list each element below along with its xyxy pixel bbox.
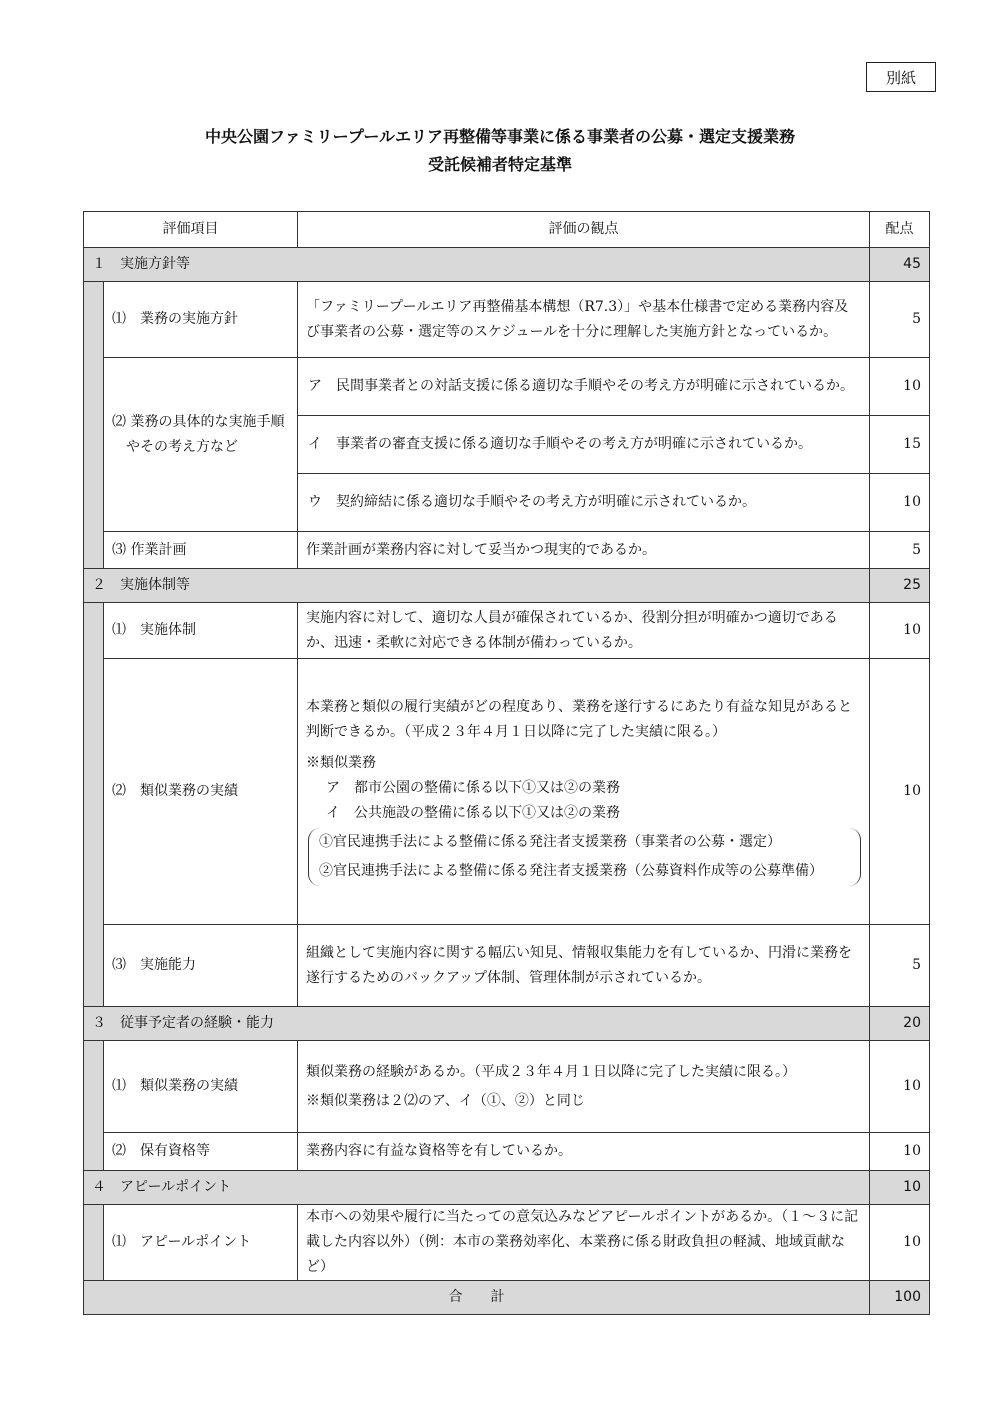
table-row — [84, 532, 930, 569]
item-cell: ⑴ 業務の実施方針 — [104, 282, 298, 358]
points-cell: 5 — [870, 282, 930, 358]
view-cell: 実施内容に対して、適切な人員が確保されているか、役割分担が明確かつ適切であるか、迅速・柔軟に対応できる体制が備わっているか。 — [298, 603, 870, 659]
item-cell: ⑶ 実施能力 — [104, 925, 298, 1007]
view-text: 本業務と類似の履行実績がどの程度あり、業務を遂行するにあたり有益な知見があると判断できるか。（平成２３年４月１日以降に完了した実績に限る。） — [306, 699, 852, 740]
points-cell: 15 — [870, 416, 930, 474]
attachment-tag: 別紙 — [866, 62, 936, 92]
note-text: ※類似業務は２⑵のア、イ（①、②）と同じ — [306, 1092, 585, 1109]
note-text: ※類似業務 — [306, 755, 376, 771]
table-header-row — [84, 212, 930, 248]
criteria-table — [83, 211, 930, 1315]
section-points: 25 — [870, 569, 930, 603]
view-cell: 作業計画が業務内容に対して妥当かつ現実的であるか。 — [298, 532, 870, 569]
document-subtitle: 受託候補者特定基準 — [427, 155, 572, 174]
table-row — [84, 358, 930, 416]
section-row — [84, 569, 930, 603]
table-row — [84, 925, 930, 1007]
item-cell: ⑴ アピールポイント — [104, 1205, 298, 1281]
view-cell — [298, 1041, 870, 1133]
sub-item-i: イ 公共施設の整備に係る以下①又は②の業務 — [326, 805, 620, 821]
view-cell: 業務内容に有益な資格等を有しているか。 — [298, 1133, 870, 1171]
table-row — [84, 1205, 930, 1281]
view-cell: ウ 契約締結に係る適切な手順やその考え方が明確に示されているか。 — [298, 474, 870, 532]
section-points: 20 — [870, 1007, 930, 1041]
table-row — [84, 282, 930, 358]
points-cell: 10 — [870, 659, 930, 925]
sub-item-a: ア 都市公園の整備に係る以下①又は②の業務 — [326, 780, 620, 796]
view-cell: 「ファミリープールエリア再整備基本構想（R7.3）」や基本仕様書で定める業務内容及び事業者の公募・選定等のスケジュールを十分に理解した実施方針となっているか。 — [298, 282, 870, 358]
points-cell: 5 — [870, 532, 930, 569]
section-row — [84, 1171, 930, 1205]
table-row — [84, 603, 930, 659]
section-label: ４ アピールポイント — [84, 1171, 870, 1205]
section-label: ２ 実施体制等 — [84, 569, 870, 603]
item-cell: ⑵ 類似業務の実績 — [104, 659, 298, 925]
item-cell: ⑵ 保有資格等 — [104, 1133, 298, 1171]
table-row — [84, 659, 930, 925]
total-row — [84, 1281, 930, 1315]
total-points: 100 — [870, 1281, 930, 1315]
section-points: 10 — [870, 1171, 930, 1205]
item-cell: ⑵ 業務の具体的な実施手順やその考え方など — [104, 358, 298, 532]
document-title: 中央公園ファミリープールエリア再整備等事業に係る事業者の公募・選定支援業務 — [204, 127, 796, 146]
view-cell — [298, 659, 870, 925]
view-cell: 本市への効果や履行に当たっての意気込みなどアピールポイントがあるか。（１～３に記載した内容以外）（例：本市の業務効率化、本業務に係る財政負担の軽減、地域貢献など） — [298, 1205, 870, 1281]
item-cell: ⑶ 作業計画 — [104, 532, 298, 569]
view-cell: 組織として実施内容に関する幅広い知見、情報収集能力を有しているか、円滑に業務を遂行するためのバックアップ体制、管理体制が示されているか。 — [298, 925, 870, 1007]
points-cell: 10 — [870, 1133, 930, 1171]
header-points: 配点 — [870, 212, 930, 248]
item-cell: ⑴ 類似業務の実績 — [104, 1041, 298, 1133]
bracket-item: ②官民連携手法による整備に係る発注者支援業務（公募資料作成等の公募準備） — [319, 863, 823, 879]
points-cell: 10 — [870, 1041, 930, 1133]
points-cell: 10 — [870, 603, 930, 659]
points-cell: 10 — [870, 358, 930, 416]
section-row — [84, 1007, 930, 1041]
item-cell: ⑴ 実施体制 — [104, 603, 298, 659]
section-points: 45 — [870, 248, 930, 282]
points-cell: 10 — [870, 1205, 930, 1281]
points-cell: 10 — [870, 474, 930, 532]
bracket-list — [308, 828, 861, 886]
view-cell: ア 民間事業者との対話支援に係る適切な手順やその考え方が明確に示されているか。 — [298, 358, 870, 416]
header-view: 評価の観点 — [298, 212, 870, 248]
points-cell: 5 — [870, 925, 930, 1007]
section-label: ３ 従事予定者の経験・能力 — [84, 1007, 870, 1041]
view-text: 類似業務の経験があるか。（平成２３年４月１日以降に完了した実績に限る。） — [306, 1063, 796, 1080]
total-label: 合 計 — [84, 1281, 870, 1315]
section-label: １ 実施方針等 — [84, 248, 870, 282]
table-row — [84, 1133, 930, 1171]
section-row — [84, 248, 930, 282]
header-item: 評価項目 — [84, 212, 298, 248]
view-cell: イ 事業者の審査支援に係る適切な手順やその考え方が明確に示されているか。 — [298, 416, 870, 474]
bracket-item: ①官民連携手法による整備に係る発注者支援業務（事業者の公募・選定） — [319, 834, 781, 850]
table-row — [84, 1041, 930, 1133]
